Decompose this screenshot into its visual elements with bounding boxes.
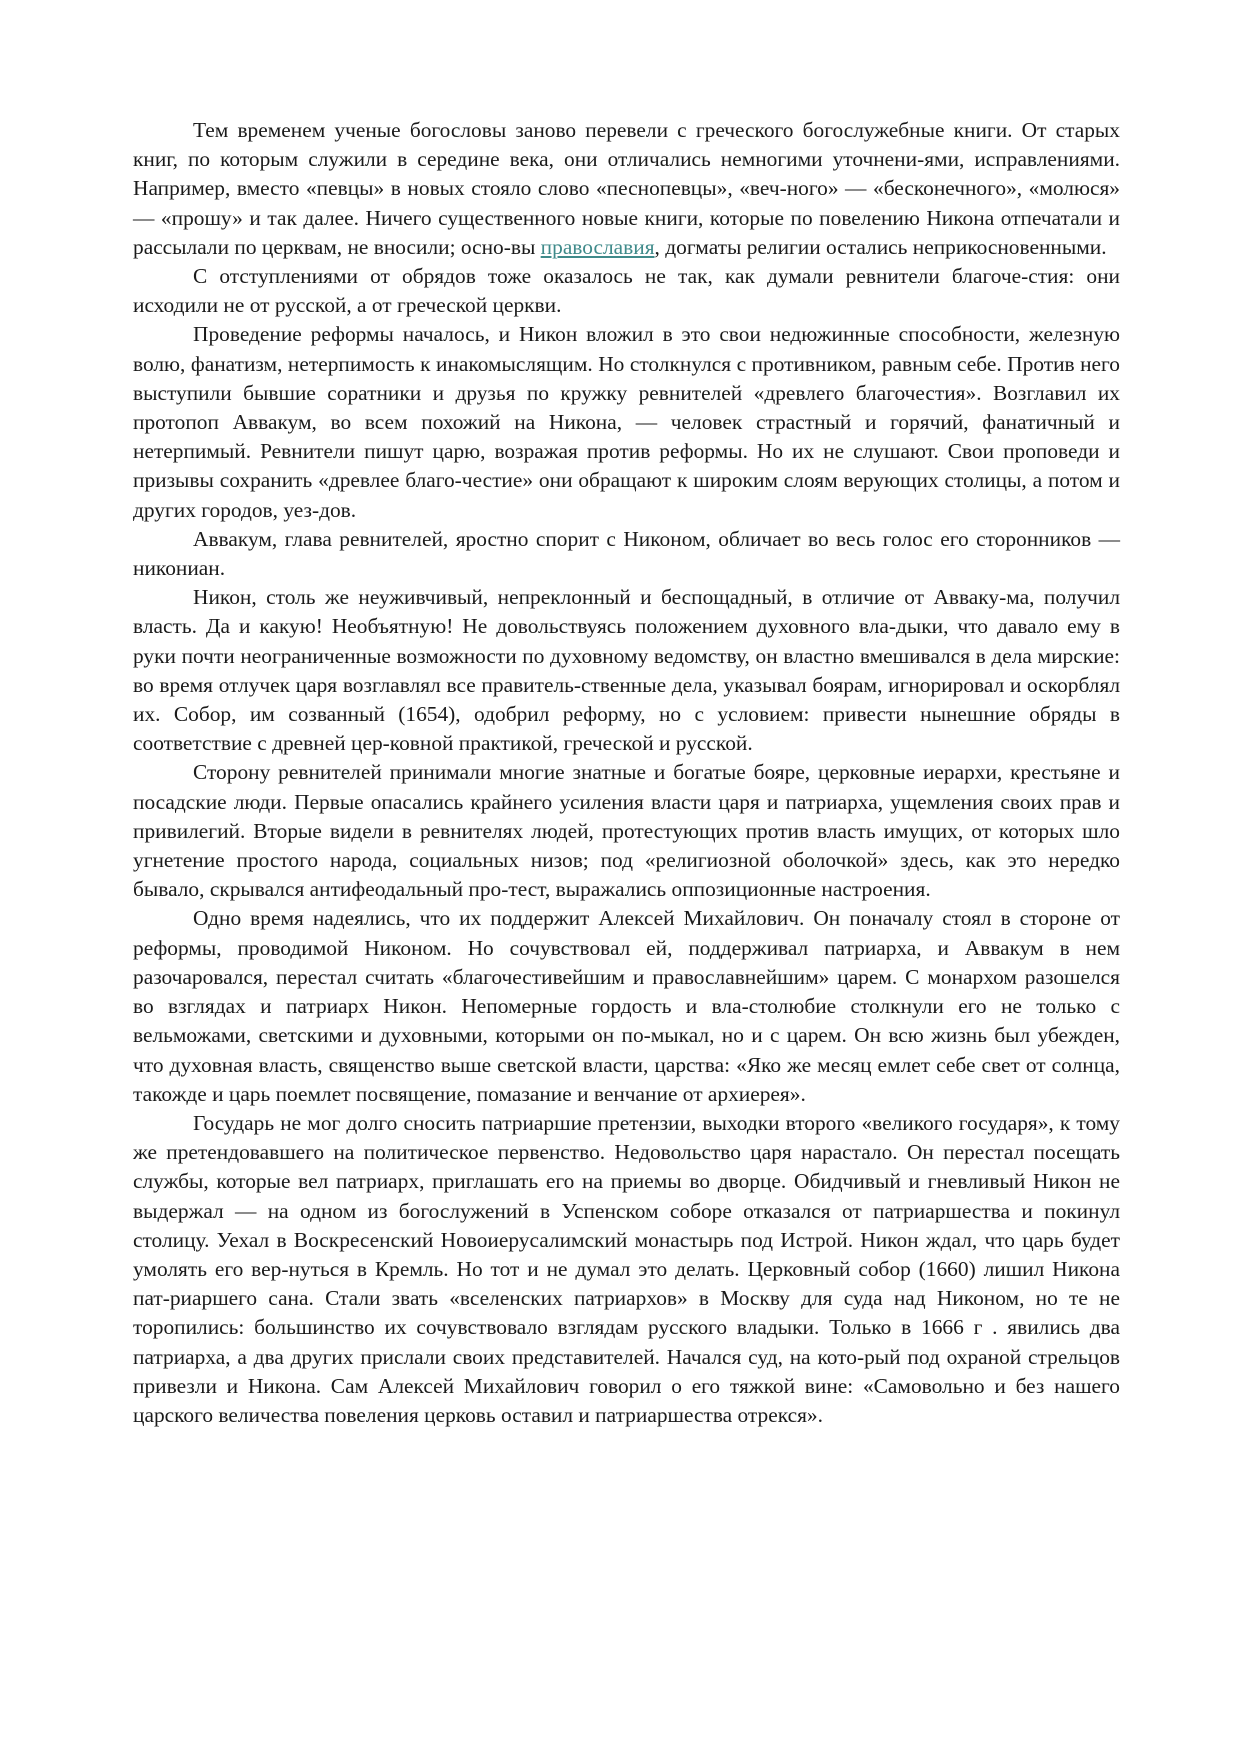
paragraph-4-text: Аввакум, глава ревнителей, яростно спорит с Никоном, обличает во весь голос его сторонников — никониан. bbox=[133, 526, 1120, 581]
paragraph-4 bbox=[133, 525, 1120, 583]
paragraph-7 bbox=[133, 904, 1120, 1108]
paragraph-8 bbox=[133, 1109, 1120, 1430]
paragraph-5-text: Никон, столь же неуживчивый, непреклонный и беспощадный, в отличие от Авваку-ма, получил власть. Да и какую! Необъятную! Не довольствуясь положением духовного вла-дыки, что давало ему в руки почти неограниченные возможности по духовному ведомству, он властно вмешивался в дела мирские: во время отлучек царя возглавлял все правитель-ственные дела, указывал боярам, игнорировал и оскорблял их. Собор, им созванный (1654), одобрил реформу, но с условием: привести нынешние обряды в соответствие с древней цер-ковной практикой, греческой и русской. bbox=[133, 585, 1120, 756]
paragraph-7-text: Одно время надеялись, что их поддержит Алексей Михайлович. Он поначалу стоял в стороне от реформы, проводимой Никоном. Но сочувствовал ей, поддерживал патриарха, и Аввакум в нем разочаровался, перестал считать «благочестивейшим и православнейшим» царем. С монархом разошелся во взглядах и патриарх Никон. Непомерные гордость и вла-столюбие столкнули его не только с вельможами, светскими и духовными, которыми он по-мыкал, но и с царем. Он всю жизнь был убежден, что духовная власть, священство выше светской власти, царства: «Яко же месяц емлет себе свет от солнца, такожде и царь поемлет посвящение, помазание и венчание от архиерея». bbox=[133, 906, 1120, 1106]
paragraph-6 bbox=[133, 758, 1120, 904]
paragraph-2-text: С отступлениями от обрядов тоже оказалось не так, как думали ревнители благоче-стия: они исходили не от русской, а от греческой церкви. bbox=[133, 264, 1120, 318]
paragraph-1-text-b: , догматы религии остались неприкосновенными. bbox=[654, 234, 1107, 259]
paragraph-2 bbox=[133, 262, 1120, 320]
paragraph-1 bbox=[133, 116, 1120, 262]
paragraph-6-text: Сторону ревнителей принимали многие знатные и богатые бояре, церковные иерархи, крестьяне и посадские люди. Первые опасались крайнего усиления власти царя и патриарха, ущемления своих прав и привилегий. Вторые видели в ревнителях людей, протестующих против власть имущих, от которых шло угнетение простого народа, социальных низов; под «религиозной оболочкой» здесь, как это нередко бывало, скрывался антифеодальный про-тест, выражались оппозиционные настроения. bbox=[133, 760, 1120, 902]
document-page bbox=[133, 116, 1120, 1430]
paragraph-3 bbox=[133, 320, 1120, 524]
paragraph-1-text-a: Тем временем ученые богословы заново перевели с греческого богослужебные книги. От старых книг, по которым служили в середине века, они отличались немногими уточнени-ями, исправлениями. Например, вместо «певцы» в новых стояло слово «песнопевцы», «веч-ного» — «бесконечного», «молюся» — «прошу» и так далее. Ничего существенного новые книги, которые по повелению Никона отпечатали и рассылали по церквам, не вносили; осно-вы bbox=[133, 118, 1120, 259]
paragraph-8-text: Государь не мог долго сносить патриаршие претензии, выходки второго «великого государя», к тому же претендовавшего на политическое первенство. Недовольство царя нарастало. Он перестал посещать службы, которые вел патриарх, приглашать его на приемы во дворце. Обидчивый и гневливый Никон не выдержал — на одном из богослужений в Успенском соборе отказался от патриаршества и покинул столицу. Уехал в Воскресенский Новоиерусалимский монастырь под Истрой. Никон ждал, что царь будет умолять его вер-нуться в Кремль. Но тот и не думал это делать. Церковный собор (1660) лишил Никона пат-риаршего сана. Стали звать «вселенских патриархов» в Москву для суда над Никоном, но те не торопились: большинство их сочувствовало взглядам русского владыки. Только в 1666 г . явились два патриарха, а два других прислали своих представителей. Начался суд, на кото-рый под охраной стрельцов привезли и Никона. Сам Алексей Михайлович говорил о его тяжкой вине: «Самовольно и без нашего царского величества повеления церковь оставил и патриаршества отрекся». bbox=[133, 1110, 1120, 1427]
orthodoxy-link[interactable]: православия bbox=[540, 234, 655, 259]
paragraph-5 bbox=[133, 583, 1120, 758]
paragraph-3-text: Проведение реформы началось, и Никон вложил в это свои недюжинные способности, железную волю, фанатизм, нетерпимость к инакомыслящим. Но столкнулся с противником, равным себе. Против него выступили бывшие соратники и друзья по кружку ревнителей «древлего благочестия». Возглавил их протопоп Аввакум, во всем похожий на Никона, — человек страстный и горячий, фанатичный и нетерпимый. Ревнители пишут царю, возражая против реформы. Но их не слушают. Свои проповеди и призывы сохранить «древлее благо-честие» они обращают к широким слоям верующих столицы, а потом и других городов, уез-дов. bbox=[133, 322, 1120, 522]
